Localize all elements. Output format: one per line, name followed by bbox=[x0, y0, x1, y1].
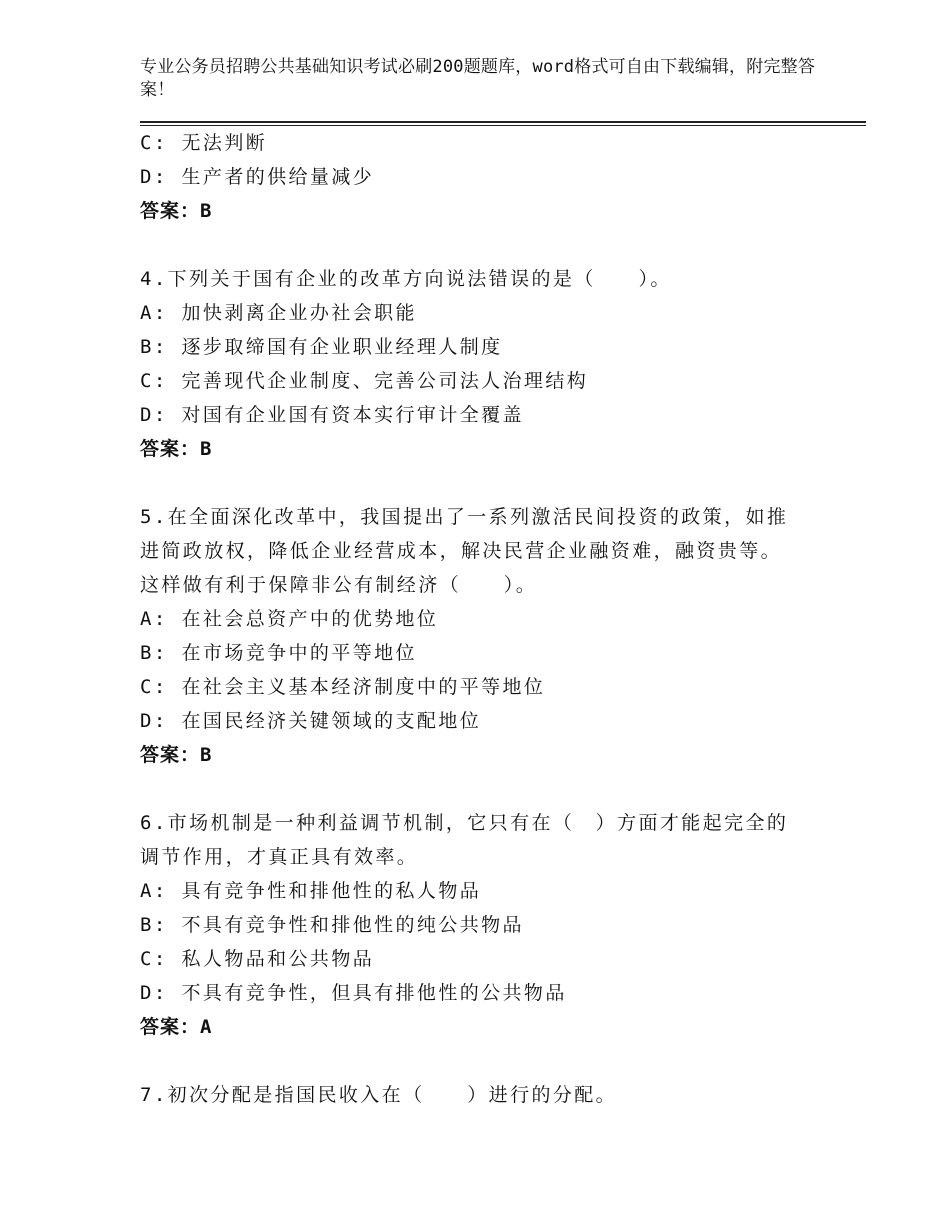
option-b: B: 不具有竞争性和排他性的纯公共物品 bbox=[140, 914, 524, 936]
page-header: 专业公务员招聘公共基础知识考试必刷200题题库，word格式可自由下载编辑，附完整答案！ bbox=[140, 57, 816, 100]
header-rule-thick bbox=[140, 121, 866, 123]
option-d: D: 在国民经济关键领域的支配地位 bbox=[140, 710, 482, 732]
question-stem: 7.初次分配是指国民收入在（ ）进行的分配。 bbox=[140, 1084, 618, 1106]
question-content bbox=[140, 126, 840, 1112]
spacer bbox=[140, 772, 840, 806]
option-c: C: 在社会主义基本经济制度中的平等地位 bbox=[140, 676, 546, 698]
option-c: C: 完善现代企业制度、完善公司法人治理结构 bbox=[140, 370, 589, 392]
question-7 bbox=[140, 1078, 840, 1112]
question-stem: 4.下列关于国有企业的改革方向说法错误的是（ ）。 bbox=[140, 268, 672, 290]
option-a: A: 加快剥离企业办社会职能 bbox=[140, 302, 417, 324]
option-b: B: 在市场竞争中的平等地位 bbox=[140, 642, 417, 664]
spacer bbox=[140, 466, 840, 500]
spacer bbox=[140, 1044, 840, 1078]
question-stem: 调节作用，才真正具有效率。 bbox=[140, 846, 419, 868]
answer: 答案：B bbox=[140, 438, 213, 460]
question-stem: 5.在全面深化改革中，我国提出了一系列激活民间投资的政策，如推 bbox=[140, 506, 789, 528]
option-d: D: 不具有竞争性，但具有排他性的公共物品 bbox=[140, 982, 567, 1004]
answer: 答案：B bbox=[140, 200, 213, 222]
option-d: D: 对国有企业国有资本实行审计全覆盖 bbox=[140, 404, 524, 426]
option-c: C: 无法判断 bbox=[140, 132, 268, 154]
question-stem: 这样做有利于保障非公有制经济（ ）。 bbox=[140, 574, 538, 596]
question-6 bbox=[140, 806, 840, 1044]
prev-question bbox=[140, 126, 840, 228]
option-c: C: 私人物品和公共物品 bbox=[140, 948, 375, 970]
option-b: B: 逐步取缔国有企业职业经理人制度 bbox=[140, 336, 503, 358]
question-stem: 进简政放权，降低企业经营成本，解决民营企业融资难，融资贵等。 bbox=[140, 540, 783, 562]
option-a: A: 具有竞争性和排他性的私人物品 bbox=[140, 880, 482, 902]
question-5 bbox=[140, 500, 840, 772]
option-a: A: 在社会总资产中的优势地位 bbox=[140, 608, 439, 630]
answer: 答案：B bbox=[140, 744, 213, 766]
answer: 答案：A bbox=[140, 1016, 213, 1038]
spacer bbox=[140, 228, 840, 262]
option-d: D: 生产者的供给量减少 bbox=[140, 166, 375, 188]
question-4 bbox=[140, 262, 840, 466]
question-stem: 6.市场机制是一种利益调节机制，它只有在（ ）方面才能起完全的 bbox=[140, 812, 789, 834]
